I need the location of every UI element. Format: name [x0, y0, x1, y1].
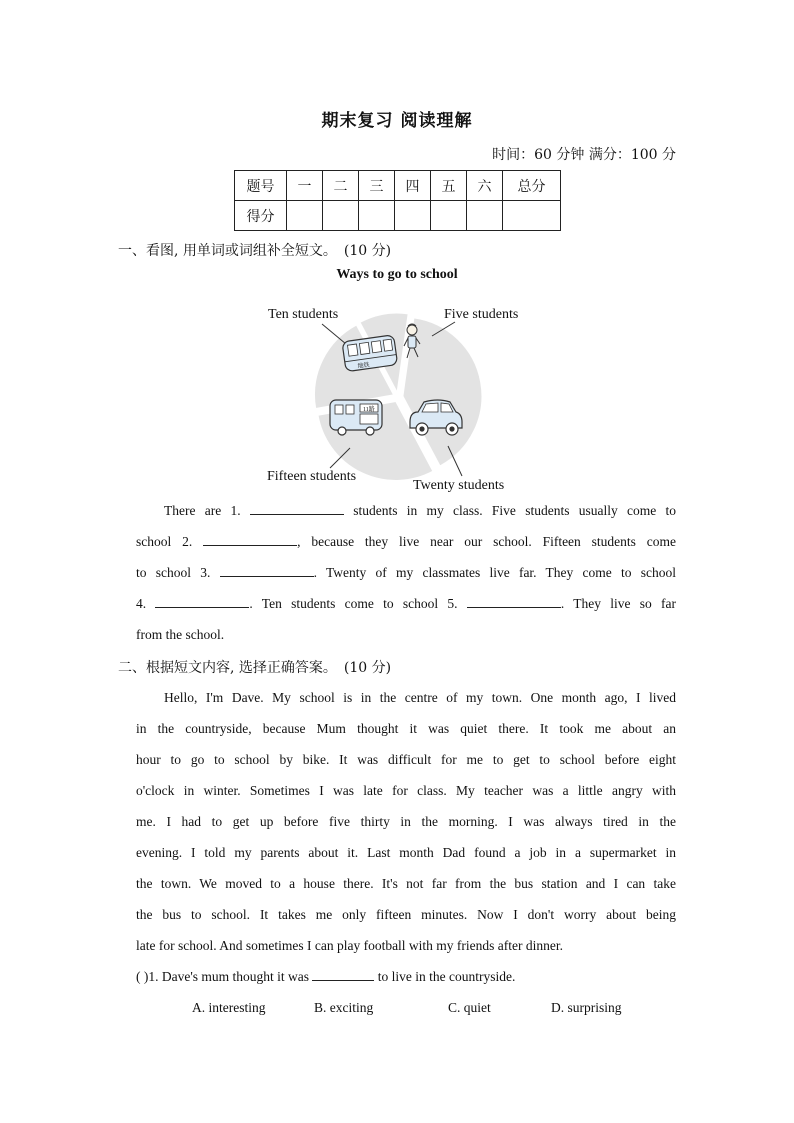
option-b[interactable]: B. exciting	[314, 1000, 374, 1015]
passage-line	[136, 526, 676, 557]
passage-line	[136, 557, 676, 588]
score-cell-header: 一	[287, 171, 323, 201]
passage-line: hour to go to school by bike. It was difficult for me to get to school before eight	[136, 752, 676, 767]
score-cell-header: 四	[395, 171, 431, 201]
answer-blank-2[interactable]	[203, 531, 297, 546]
passage-text: . They live so far	[560, 596, 677, 611]
bus-sign-text: 11路	[363, 407, 375, 413]
train-sign-text: 地铁	[357, 362, 370, 371]
passage-line: Hello, I'm Dave. My school is in the centre of my town. One month ago, I lived	[164, 690, 676, 705]
passage-text: . Twenty of my classmates live far. They come to school	[313, 565, 677, 580]
passage-text: from the school.	[136, 627, 225, 642]
slice-label: Five students	[444, 307, 519, 322]
slice-label: Twenty students	[413, 478, 505, 493]
passage-line: late for school. And sometimes I can play football with my friends after dinner.	[136, 938, 564, 953]
option-c[interactable]: C. quiet	[448, 1000, 491, 1015]
option-d[interactable]: D. surprising	[551, 1000, 622, 1015]
passage-text: students in my class. Five students usually come to	[353, 503, 677, 518]
passage-line: evening. I told my parents about it. Last month Dad found a job in a supermarket in	[136, 845, 676, 860]
passage-text: . Ten students come to school 5.	[249, 596, 458, 611]
slice-label: Fifteen students	[267, 469, 357, 484]
passage-text: There are 1.	[164, 503, 241, 518]
question-1	[136, 966, 515, 985]
passage-text: , because they live near our school. Fifteen students come	[297, 534, 677, 549]
slice-label: Ten students	[268, 307, 339, 322]
passage-line: in the countryside, because Mum thought it was quiet there. It took me about an	[136, 721, 676, 736]
answer-blank-1[interactable]	[250, 500, 344, 515]
section1-passage	[136, 495, 676, 650]
section2-heading: 二、根据短文内容, 选择正确答案。 (10 分)	[118, 660, 392, 676]
section1-heading: 一、看图, 用单词或词组补全短文。 (10 分)	[118, 243, 392, 259]
exam-meta: 时间：60 分钟 满分：100 分	[492, 147, 676, 163]
chart-title: Ways to go to school	[336, 267, 458, 282]
passage-text: 4.	[136, 596, 147, 611]
passage-line: the town. We moved to a house there. It's not far from the bus station and I can take	[136, 876, 676, 891]
passage-line: the bus to school. It takes me only fifteen minutes. Now I don't worry about being	[136, 907, 676, 922]
passage-line	[136, 588, 676, 619]
answer-paren[interactable]: ( )	[136, 969, 149, 984]
section2-passage	[136, 682, 676, 961]
passage-line: me. I had to get up before five thirty in the morning. I was always tired in the	[136, 814, 676, 829]
score-cell-header: 题号	[235, 171, 287, 201]
answer-blank-5[interactable]	[467, 593, 561, 608]
score-cell-header: 三	[359, 171, 395, 201]
score-cell-header: 总分	[503, 171, 561, 201]
page-title: 期末复习 阅读理解	[321, 111, 473, 131]
score-cell-header: 二	[323, 171, 359, 201]
question-text: to live in the countryside.	[377, 969, 516, 984]
passage-line	[136, 619, 676, 650]
bus-icon	[330, 400, 382, 435]
question-text: 1. Dave's mum thought it was	[148, 969, 310, 984]
score-cell-header: 五	[431, 171, 467, 201]
score-cell-header: 六	[467, 171, 503, 201]
passage-line: o'clock in winter. Sometimes I was late for class. My teacher was a little angry with	[136, 783, 676, 798]
score-row-label: 得分	[235, 201, 287, 231]
train-icon	[342, 335, 398, 372]
answer-blank-4[interactable]	[155, 593, 249, 608]
question-blank	[312, 966, 374, 981]
option-a[interactable]: A. interesting	[192, 1000, 266, 1015]
passage-text: school 2.	[136, 534, 193, 549]
answer-blank-3[interactable]	[220, 562, 314, 577]
passage-line	[136, 495, 676, 526]
passage-text: to school 3.	[136, 565, 211, 580]
